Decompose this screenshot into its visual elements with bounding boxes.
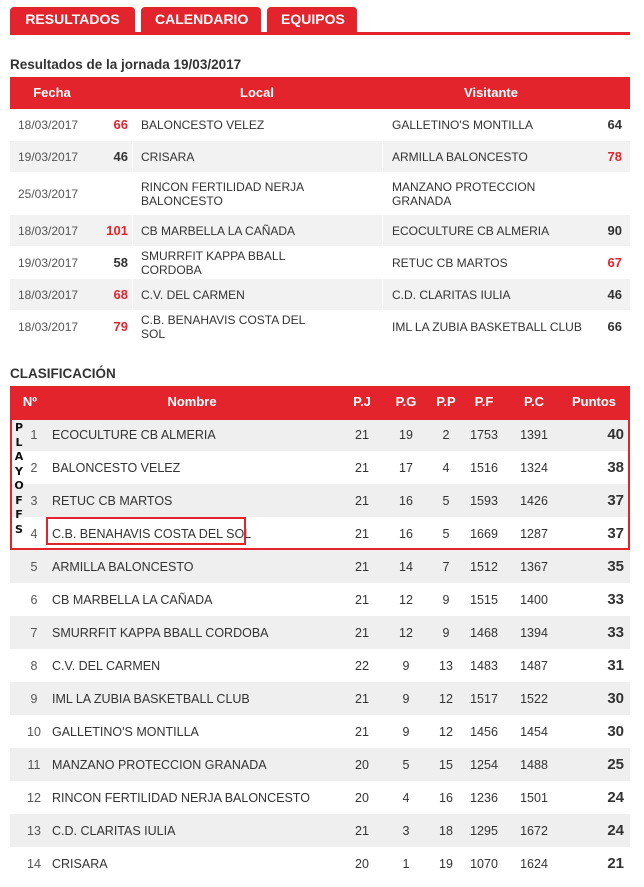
standings-pp: 15 [439,757,453,772]
standings-team-name[interactable]: CB MARBELLA LA CAÑADA [52,592,213,607]
standings-pj: 20 [355,757,369,772]
column-divider [132,279,133,310]
standings-pc: 1367 [520,559,548,574]
result-visitor-score: 78 [607,149,622,164]
standings-pg: 14 [399,559,413,574]
standings-pg: 4 [402,790,410,805]
standings-pc: 1672 [520,823,548,838]
standings-row [10,715,630,748]
standings-position: 10 [27,724,41,739]
standings-team-name[interactable]: GALLETINO'S MONTILLA [52,724,199,739]
standings-points: 38 [607,459,624,476]
result-date: 19/03/2017 [18,149,79,164]
standings-pp: 4 [442,460,450,475]
standings-row [10,583,630,616]
column-divider [132,311,133,342]
playoffs-letter: A [14,450,24,463]
standings-points: 21 [607,855,624,872]
standings-pc: 1487 [520,658,548,673]
standings-team-name[interactable]: ECOCULTURE CB ALMERIA [52,427,216,442]
result-date: 18/03/2017 [18,117,79,132]
standings-points: 40 [607,426,624,443]
result-local-team[interactable]: C.B. BENAHAVIS COSTA DEL SOL [141,312,305,341]
header-visitante: Visitante [464,85,518,100]
standings-row [10,649,630,682]
standings-points: 33 [607,591,624,608]
header-fecha: Fecha [33,85,71,100]
standings-pf: 1070 [470,856,498,871]
standings-points: 25 [607,756,624,773]
standings-team-name[interactable]: ARMILLA BALONCESTO [52,559,194,574]
standings-pc: 1522 [520,691,548,706]
column-divider [132,109,133,140]
standings-pf: 1512 [470,559,498,574]
standings-pj: 21 [355,427,369,442]
standings-pp: 9 [442,625,450,640]
standings-team-name[interactable]: BALONCESTO VELEZ [52,460,181,475]
result-local-score: 68 [113,287,128,302]
header-local: Local [240,85,274,100]
standings-position: 9 [30,691,38,706]
standings-team-name[interactable]: C.V. DEL CARMEN [52,658,161,673]
standings-header [10,386,630,418]
standings-points: 37 [607,492,624,509]
standings-pg: 1 [402,856,410,871]
column-divider [132,173,133,214]
standings-pf: 1515 [470,592,498,607]
standings-row [10,682,630,715]
standings-position: 12 [27,790,41,805]
result-date: 18/03/2017 [18,319,79,334]
column-divider [382,109,383,140]
standings-pc: 1287 [520,526,548,541]
standings-title: CLASIFICACIÓN [10,366,116,381]
result-local-score: 79 [113,319,128,334]
result-visitor-team[interactable]: RETUC CB MARTOS [392,255,508,270]
header-nombre: Nombre [167,394,217,409]
standings-pj: 21 [355,493,369,508]
tab-resultados[interactable]: RESULTADOS [10,7,135,32]
standings-team-name[interactable]: RINCON FERTILIDAD NERJA BALONCESTO [52,790,310,805]
standings-pp: 16 [439,790,453,805]
standings-pf: 1517 [470,691,498,706]
standings-pp: 2 [442,427,450,442]
column-divider [132,215,133,246]
column-divider [132,141,133,172]
standings-pf: 1669 [470,526,498,541]
result-visitor-team[interactable]: ARMILLA BALONCESTO [392,149,528,164]
tab-bar [10,7,630,35]
header-puntos: Puntos [571,394,617,409]
column-divider [382,173,383,214]
column-divider [382,311,383,342]
result-local-score: 46 [113,149,128,164]
column-divider [382,141,383,172]
column-divider [132,247,133,278]
playoffs-letter: F [15,508,23,521]
standings-pj: 21 [355,460,369,475]
standings-position: 3 [30,493,38,508]
standings-pc: 1624 [520,856,548,871]
standings-pp: 13 [439,658,453,673]
standings-row [10,814,630,847]
standings-pp: 7 [442,559,450,574]
standings-pg: 12 [399,625,413,640]
column-divider [382,247,383,278]
standings-points: 37 [607,525,624,542]
standings-pp: 12 [439,691,453,706]
standings-pg: 5 [402,757,410,772]
standings-position: 7 [30,625,38,640]
standings-pj: 21 [355,592,369,607]
standings-pc: 1391 [520,427,548,442]
standings-position: 4 [30,526,38,541]
standings-pj: 21 [355,559,369,574]
standings-row [10,847,630,880]
result-date: 19/03/2017 [18,255,79,270]
playoffs-letter: F [15,493,23,507]
header-pg: P.G [395,394,417,409]
playoffs-letter: P [14,421,24,434]
header-pj: P.J [353,394,371,409]
standings-points: 31 [607,657,624,674]
result-row [10,215,630,247]
tab-calendario[interactable]: CALENDARIO [141,7,261,32]
standings-position: 14 [27,856,41,871]
standings-pg: 16 [399,493,413,508]
result-visitor-team[interactable]: IML LA ZUBIA BASKETBALL CLUB [392,319,582,334]
result-visitor-team[interactable]: MANZANO PROTECCION GRANADA [392,179,536,208]
result-visitor-team[interactable]: GALLETINO'S MONTILLA [392,117,533,132]
header-pf: P.F [474,394,494,409]
results-header [10,77,630,109]
standings-team-name[interactable]: IML LA ZUBIA BASKETBALL CLUB [52,691,250,706]
standings-points: 35 [607,558,624,575]
standings-pp: 12 [439,724,453,739]
standings-points: 30 [607,723,624,740]
results-table [10,77,630,343]
standings-pj: 21 [355,724,369,739]
standings-pc: 1426 [520,493,548,508]
result-local-score: 101 [106,223,128,238]
result-date: 25/03/2017 [18,186,79,201]
standings-team-name[interactable]: SMURRFIT KAPPA BBALL CORDOBA [52,625,269,640]
standings-row [10,781,630,814]
standings-pf: 1753 [470,427,498,442]
header-pos: Nº [22,394,38,409]
standings-team-name[interactable]: RETUC CB MARTOS [52,493,173,508]
results-title: Resultados de la jornada 19/03/2017 [10,57,242,72]
standings-pf: 1456 [470,724,498,739]
result-visitor-score: 46 [607,287,622,302]
result-local-team[interactable]: C.V. DEL CARMEN [141,287,245,302]
result-row [10,141,630,173]
result-visitor-team[interactable]: ECOCULTURE CB ALMERIA [392,223,550,238]
result-local-score: 66 [113,117,128,132]
standings-pc: 1400 [520,592,548,607]
standings-row [10,616,630,649]
standings-pc: 1394 [520,625,548,640]
standings-pj: 21 [355,823,369,838]
standings-pp: 18 [439,823,453,838]
standings-pp: 9 [442,592,450,607]
standings-points: 24 [607,789,624,806]
standings-pg: 9 [402,691,410,706]
standings-pg: 9 [402,658,410,673]
standings-row [10,517,630,550]
result-visitor-score: 64 [607,117,622,132]
result-row [10,311,630,343]
column-divider [382,215,383,246]
standings-pc: 1501 [520,790,548,805]
result-date: 18/03/2017 [18,223,79,238]
standings-pc: 1324 [520,460,548,475]
standings-pf: 1236 [470,790,498,805]
standings-row [10,748,630,781]
column-divider [382,279,383,310]
result-local-team[interactable]: CRISARA [141,149,195,164]
standings-pf: 1516 [470,460,498,475]
standings-position: 13 [27,823,41,838]
standings-body [10,418,630,880]
standings-pg: 12 [399,592,413,607]
standings-team-name[interactable]: MANZANO PROTECCION GRANADA [52,757,267,772]
result-visitor-team[interactable]: C.D. CLARITAS IULIA [392,287,511,302]
standings-pf: 1295 [470,823,498,838]
result-date: 18/03/2017 [18,287,79,302]
playoffs-letter: L [15,435,23,449]
header-pc: P.C [524,394,544,409]
result-visitor-score: 66 [607,319,622,334]
standings-pf: 1254 [470,757,498,772]
standings-pf: 1593 [470,493,498,508]
standings-pf: 1468 [470,625,498,640]
standings-row [10,451,630,484]
standings-pj: 20 [355,856,369,871]
result-row [10,279,630,311]
standings-pj: 21 [355,625,369,640]
standings-position: 1 [30,427,38,442]
standings-team-name[interactable]: CRISARA [52,856,108,871]
standings-pg: 3 [402,823,410,838]
standings-points: 33 [607,624,624,641]
standings-pc: 1454 [520,724,548,739]
standings-pf: 1483 [470,658,498,673]
standings-position: 5 [30,559,38,574]
standings-pj: 21 [355,526,369,541]
standings-pp: 19 [439,856,453,871]
result-local-score: 58 [113,255,128,270]
standings-pj: 22 [355,658,369,673]
result-local-score [98,173,128,214]
standings-position: 2 [30,460,38,475]
playoffs-label [13,421,25,537]
standings-row [10,550,630,583]
standings-points: 24 [607,822,624,839]
standings-position: 6 [30,592,38,607]
standings-points: 30 [607,690,624,707]
standings-pg: 16 [399,526,413,541]
standings-pg: 9 [402,724,410,739]
standings-team-name[interactable]: C.B. BENAHAVIS COSTA DEL SOL [52,526,252,541]
result-row [10,109,630,141]
standings-row [10,418,630,451]
result-visitor-score: 67 [607,255,622,270]
standings-team-name[interactable]: C.D. CLARITAS IULIA [52,823,176,838]
playoffs-letter: O [14,479,24,492]
standings-position: 8 [30,658,38,673]
playoffs-letter: S [15,522,23,536]
result-visitor-score [590,173,622,214]
standings-table [10,386,630,880]
results-body [10,109,630,343]
result-row [10,173,630,215]
header-pp: P.P [436,394,456,409]
playoffs-letter: Y [15,464,23,478]
result-local-team[interactable]: RINCON FERTILIDAD NERJA BALONCESTO [141,179,304,208]
result-local-team[interactable]: BALONCESTO VELEZ [141,117,265,132]
tab-equipos[interactable]: EQUIPOS [267,7,357,32]
standings-row [10,484,630,517]
standings-pp: 5 [442,493,450,508]
result-row [10,247,630,279]
standings-pj: 21 [355,691,369,706]
standings-pg: 17 [399,460,413,475]
standings-pj: 20 [355,790,369,805]
standings-pc: 1488 [520,757,548,772]
standings-position: 11 [27,757,41,772]
standings-pg: 19 [399,427,413,442]
result-visitor-score: 90 [607,223,622,238]
result-local-team[interactable]: SMURRFIT KAPPA BBALL CORDOBA [141,248,285,277]
result-local-team[interactable]: CB MARBELLA LA CAÑADA [141,223,296,238]
standings-pp: 5 [442,526,450,541]
